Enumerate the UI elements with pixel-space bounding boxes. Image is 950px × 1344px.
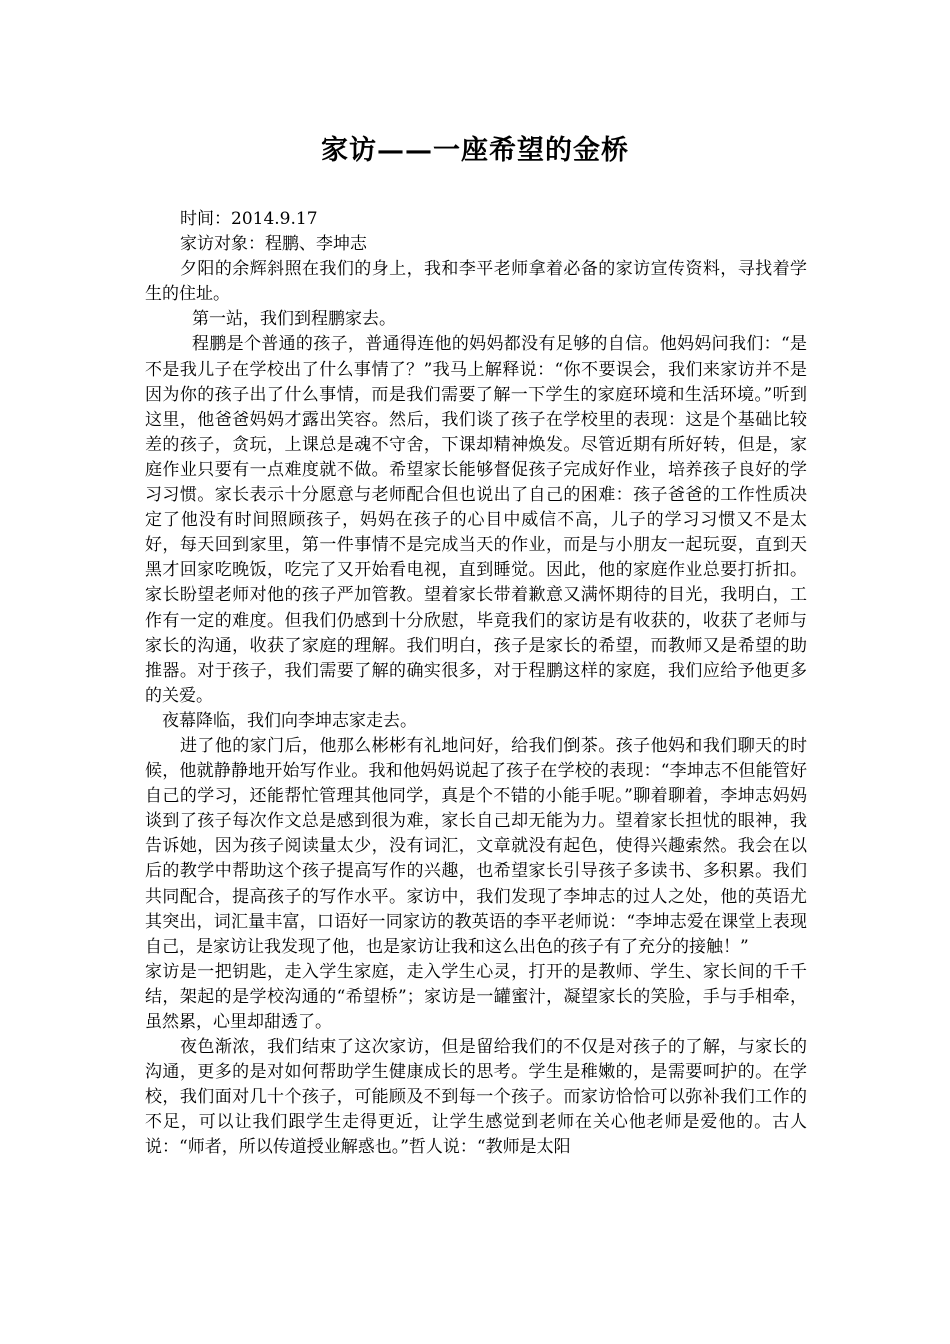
date-line: 时间：2014.9.17 <box>180 209 318 229</box>
paragraph-chengpeng: 程鹏是个普通的孩子，普通得连他的妈妈都没有足够的自信。他妈妈问我们：“是不是我儿子在学校出了什么事情了？”我马上解释说：“你不要误会，我们来家访并不是因为你的孩子出了什么事情，而是我们需要了解一下学生的家庭环境和生活环境。”听到这里，他爸爸妈妈才露出笑容。然后，我们谈了孩子在学校里的表现：这是个基础比较差的孩子，贪玩，上课总是魂不守舍，下课却精神焕发。尽管近期有所好转，但是，家庭作业只要有一点难度就不做。希望家长能够督促孩子完成好作业，培养孩子良好的学习习惯。家长表示十分愿意与老师配合但也说出了自己的困难：孩子爸爸的工作性质决定了他没有时间照顾孩子，妈妈在孩子的心目中威信不高，儿子的学习习惯又不是太好，每天回到家里，第一件事情不是完成当天的作业，而是与小朋友一起玩耍，直到天黑才回家吃晚饭，吃完了又开始看电视，直到睡觉。因此，他的家庭作业总要打折扣。家长盼望老师对他的孩子严加管教。望着家长带着歉意又满怀期待的目光，我明白，工作有一定的难度。但我们仍感到十分欣慰，毕竟我们的家访是有收获的，收获了老师与家长的沟通，收获了家庭的理解。我们明白，孩子是家长的希望，而教师又是希望的助推器。对于孩子，我们需要了解的确实很多，对于程鹏这样的家庭，我们应给予他更多的关爱。 <box>145 334 807 706</box>
document-body <box>145 207 807 1161</box>
paragraph-intro: 夕阳的余辉斜照在我们的身上，我和李平老师拿着必备的家访宣传资料，寻找着学生的住址。 <box>145 259 807 305</box>
paragraph-first-stop: 第一站，我们到程鹏家去。 <box>192 309 396 330</box>
paragraph-likunzhi: 进了他的家门后，他那么彬彬有礼地问好，给我们倒茶。孩子他妈和我们聊天的时候，他就静静地开始写作业。我和他妈妈说起了孩子在学校的表现：“李坤志不但能管好自己的学习，还能帮忙管理其他同学，真是个不错的小能手呢。”聊着聊着，李坤志妈妈谈到了孩子每次作文总是感到很为难，家长自己却无能为力。望着家长担忧的眼神，我告诉她，因为孩子阅读量太少，没有词汇，文章就没有起色，使得兴趣索然。我会在以后的教学中帮助这个孩子提高写作的兴趣，也希望家长引导孩子多读书、多积累。我们共同配合，提高孩子的写作水平。家访中，我们发现了李坤志的过人之处，他的英语尤其突出，词汇量丰富，口语好一同家访的教英语的李平老师说：“李坤志爱在课堂上表现自己，是家访让我发现了他，也是家访让我和这么出色的孩子有了充分的接触！” <box>145 735 807 957</box>
paragraph-reflection: 夜色渐浓，我们结束了这次家访，但是留给我们的不仅是对孩子的了解，与家长的沟通，更多的是对如何帮助学生健康成长的思考。学生是稚嫩的，是需要呵护的。在学校，我们面对几十个孩子，可能顾及不到每一个孩子。而家访恰恰可以弥补我们工作的不足，可以让我们跟学生走得更近，让学生感觉到老师在关心他老师是爱他的。古人说：“师者，所以传道授业解惑也。”哲人说：“教师是太阳 <box>145 1037 807 1158</box>
paragraph-key-metaphor: 家访是一把钥匙，走入学生家庭，走入学生心灵，打开的是教师、学生、家长间的千千结，架起的是学校沟通的“希望桥”；家访是一罐蜜汁，凝望家长的笑脸，手与手相牵，虽然累，心里却甜透了。 <box>145 961 807 1032</box>
subject-line: 家访对象：程鹏、李坤志 <box>180 234 367 255</box>
document-title: 家访——一座希望的金桥 <box>321 135 629 166</box>
paragraph-nightfall: 夜幕降临，我们向李坤志家走去。 <box>162 710 417 731</box>
